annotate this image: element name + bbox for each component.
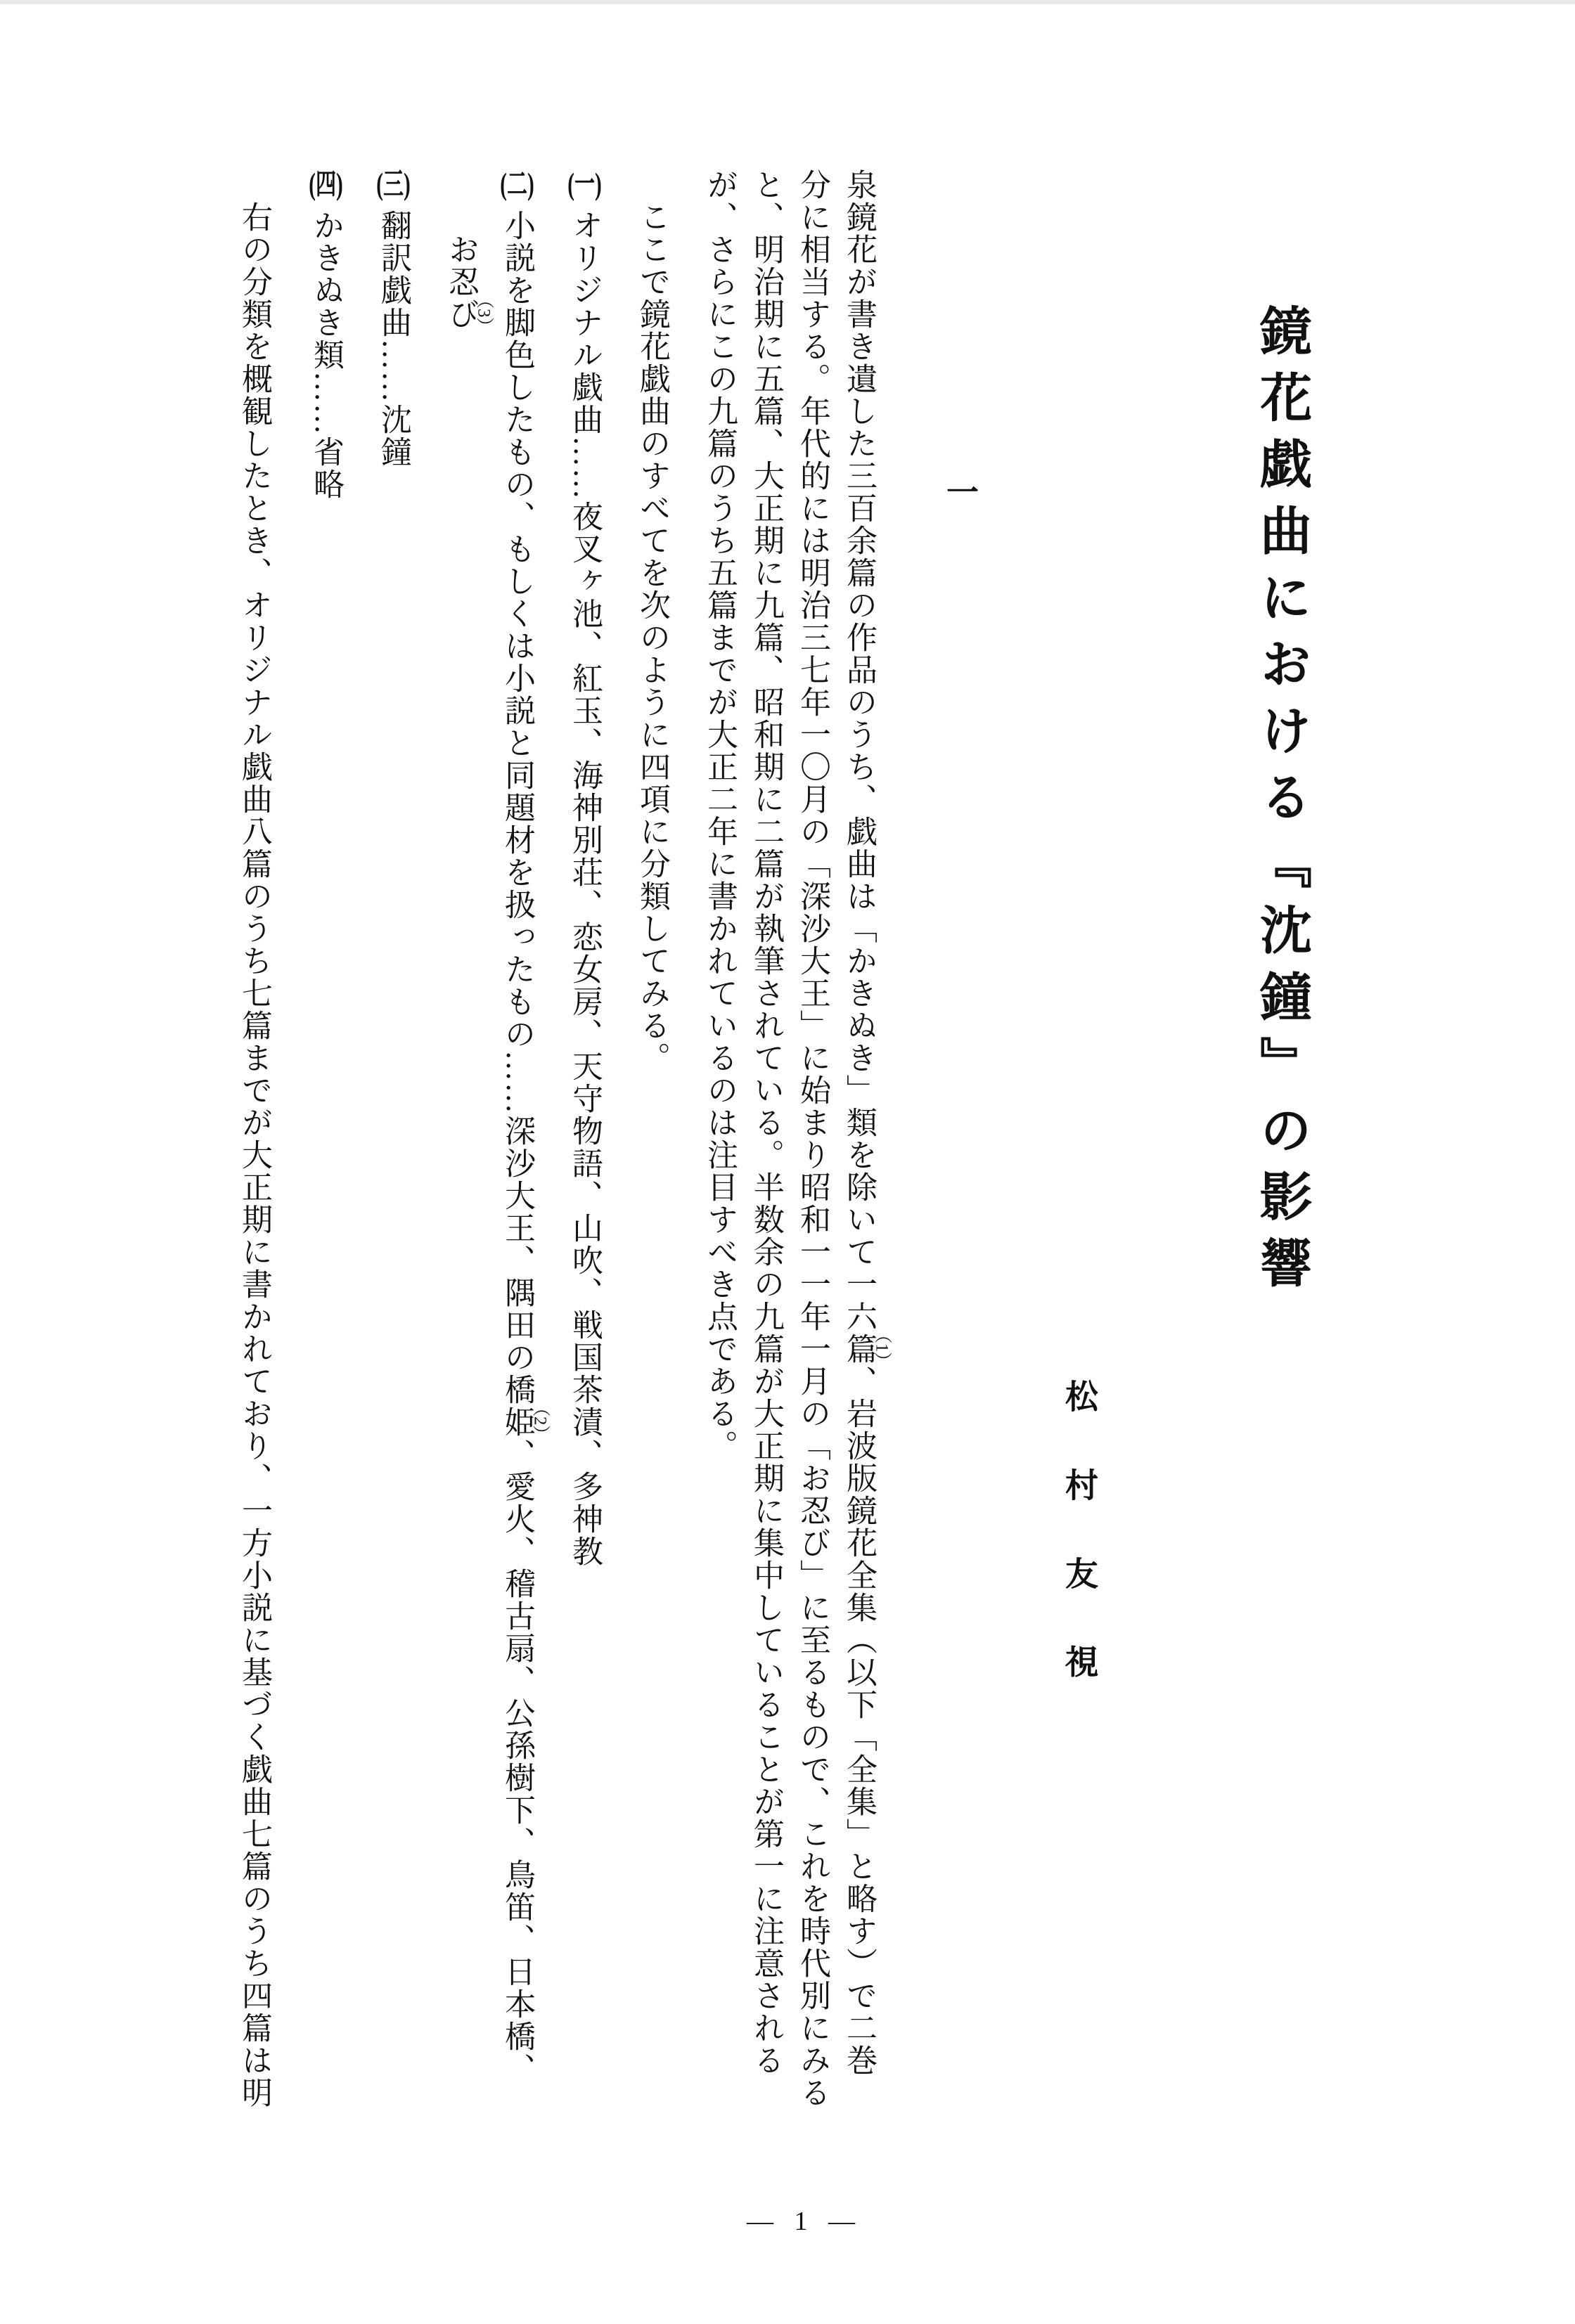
page-number: ― 1 ― <box>747 2207 862 2236</box>
noted-phrase <box>444 233 494 335</box>
list-item-4-marker: (四) <box>309 169 343 200</box>
body-column-2: 分に相当する。年代的には明治三七年一〇月の「深沙大王」に始まり昭和一一年一月の「お忍び」に至るもので、これを時代別にみる <box>795 169 830 2109</box>
author-name: 松村友視 <box>1060 1379 1097 1734</box>
list-item-2 <box>494 169 550 2117</box>
list-item-2-text: お忍び <box>444 233 478 330</box>
list-item-3-text: 翻訳戯曲……沈鐘 <box>376 209 411 468</box>
list-item-1-marker: (一) <box>567 169 602 200</box>
noted-phrase <box>842 1268 892 1369</box>
section-number-heading: 一 <box>942 475 978 508</box>
list-item-3-marker: (三) <box>376 169 411 200</box>
body-text: 一六篇 <box>842 1268 876 1365</box>
body-text: 、岩波版鏡花全集（以下「全集」と略す）で二巻 <box>842 1365 876 2077</box>
list-item-1-text: オリジナル戯曲……夜叉ヶ池、紅玉、海神別荘、恋女房、天守物語、山吹、戦国茶漬、多神教 <box>567 209 602 1568</box>
list-item-2-continuation <box>437 169 494 2117</box>
body-text: 泉鏡花が書き遺した三百余篇の作品のうち、戯曲は「かきぬき」類を除いて <box>842 169 876 1268</box>
body-column-1 <box>835 169 892 2117</box>
footnote-ref-3: （3） <box>474 290 494 335</box>
list-item-1 <box>561 169 608 2117</box>
list-item-2-text: 、愛火、稽古扇、公孫樹下、鳥笛、日本橋、 <box>500 1438 534 2085</box>
list-item-2-marker: (二) <box>500 169 534 200</box>
body-column-5: ここで鏡花戯曲のすべてを次のように四項に分類してみる。 <box>635 169 669 1074</box>
footnote-ref-1: （1） <box>872 1325 892 1369</box>
list-item-2-text: 隅田の橋姫 <box>500 1277 534 1438</box>
page-title: 鏡花戯曲における『沈鐘』の影響 <box>1252 304 1310 1303</box>
list-item-2-text: 小説を脚色したもの、もしくは小説と同題材を扱ったもの……深沙大王、 <box>500 209 534 1277</box>
noted-phrase <box>500 1277 550 1442</box>
scan-edge-artifact <box>0 0 1575 4</box>
body-column-4: が、さらにこの九篇のうち五篇までが大正二年に書かれているのは注目すべき点である。 <box>702 169 737 1462</box>
body-column-3: と、明治期に五篇、大正期に九篇、昭和期に二篇が執筆されている。半数余の九篇が大正期に集中していることが第一に注意される <box>749 169 783 2077</box>
list-item-4 <box>302 169 349 2117</box>
footnote-ref-2: （2） <box>530 1398 550 1442</box>
body-column-closing: 右の分類を概観したとき、オリジナル戯曲八篇のうち七篇までが大正期に書かれており、一方小説に基づく戯曲七篇のうち四篇は明 <box>237 169 271 2109</box>
article-body <box>231 169 892 2117</box>
list-item-3 <box>370 169 416 2117</box>
list-item-4-text: かきぬき類……省略 <box>309 209 343 501</box>
